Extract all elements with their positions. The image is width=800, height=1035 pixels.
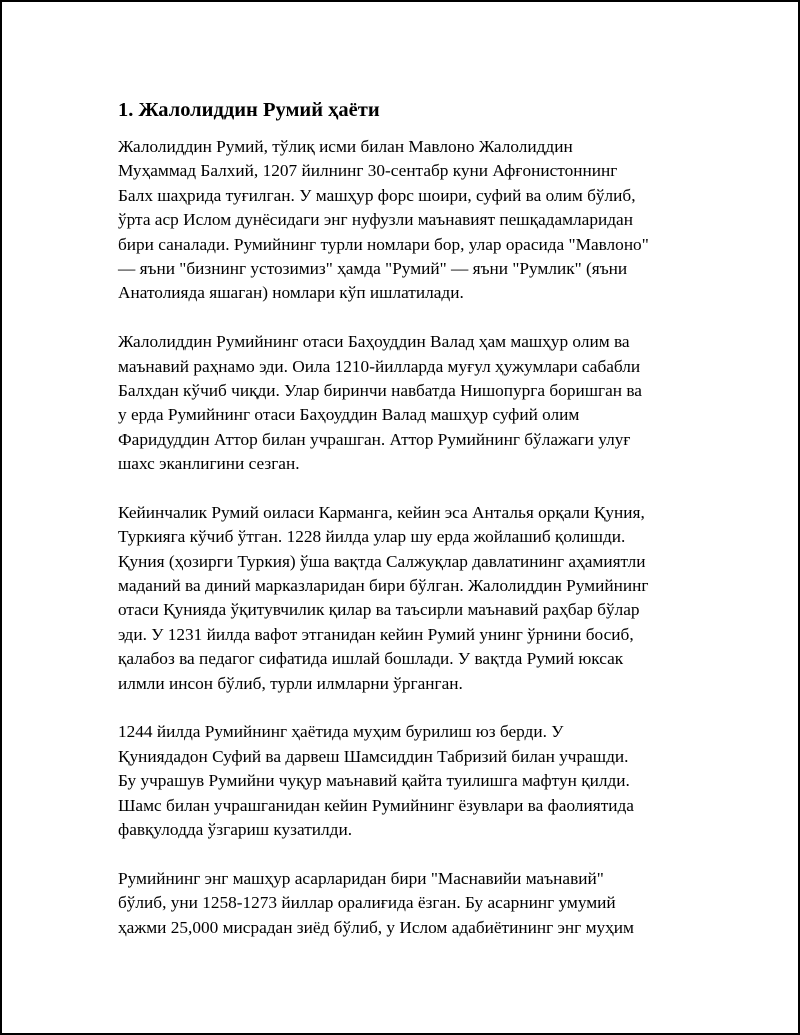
- text-line: Фаридуддин Аттор билан учрашган. Аттор Румийнинг бўлажаги улуғ: [118, 429, 631, 449]
- text-line: Румийнинг энг машҳур асарларидан бири "Маснавийи маънавий": [118, 868, 604, 888]
- text-line: маданий ва диний марказларидан бири бўлган. Жалолиддин Румийнинг: [118, 576, 649, 596]
- paragraph-2: [118, 330, 708, 476]
- text-line: у ерда Румийнинг отаси Баҳоуддин Валад машҳур суфий олим: [118, 405, 580, 425]
- text-line: бўлиб, уни 1258-1273 йиллар оралиғида ёзган. Бу асарнинг умумий: [118, 893, 616, 913]
- text-line: илмли инсон бўлиб, турли илмларни ўрганган.: [118, 673, 463, 693]
- text-line: маънавий раҳнамо эди. Оила 1210-йилларда муғул ҳужумлари сабабли: [118, 356, 641, 376]
- text-line: шахс эканлигини сезган.: [118, 454, 300, 474]
- text-line: ҳажми 25,000 мисрадан зиёд бўлиб, у Ислом адабиётининг энг муҳим: [118, 917, 634, 937]
- text-line: 1244 йилда Румийнинг ҳаётида муҳим бурилиш юз берди. У: [118, 722, 564, 742]
- text-line: Туркияга кўчиб ўтган. 1228 йилда улар шу ерда жойлашиб қолишди.: [118, 527, 626, 547]
- text-line: фавқулодда ўзгариш кузатилди.: [118, 819, 353, 839]
- text-line: отаси Қунияда ўқитувчилик қилар ва таъсирли маънавий раҳбар бўлар: [118, 600, 640, 620]
- document-content: [118, 98, 708, 940]
- text-line: Шамс билан учрашганидан кейин Румийнинг ёзувлари ва фаолиятида: [118, 795, 634, 815]
- paragraph-4: [118, 720, 708, 842]
- text-line: бири саналади. Румийнинг турли номлари бор, улар орасида "Мавлоно": [118, 234, 649, 254]
- text-line: Қуния (ҳозирги Туркия) ўша вақтда Салжуқлар давлатининг аҳамиятли: [118, 551, 646, 571]
- paragraph-5: [118, 867, 708, 940]
- text-line: Балхдан кўчиб чиқди. Улар биринчи навбатда Нишопурга боришган ва: [118, 380, 642, 400]
- text-line: Қуниядадон Суфий ва дарвеш Шамсиддин Табризий билан учрашди.: [118, 746, 629, 766]
- text-line: — яъни "бизнинг устозимиз" ҳамда "Румий" — яъни "Румлик" (яъни: [118, 258, 628, 278]
- text-line: Жалолиддин Румийнинг отаси Баҳоуддин Валад ҳам машҳур олим ва: [118, 332, 630, 352]
- text-line: эди. У 1231 йилда вафот этганидан кейин Румий унинг ўрнини босиб,: [118, 624, 634, 644]
- text-line: қалабоз ва педагог сифатида ишлай бошлади. У вақтда Румий юксак: [118, 649, 624, 669]
- paragraph-3: [118, 501, 708, 696]
- paragraph-1: [118, 135, 708, 306]
- text-line: Кейинчалик Румий оиласи Карманга, кейин эса Анталья орқали Қуния,: [118, 502, 645, 522]
- text-line: Балх шаҳрида туғилган. У машҳур форс шоири, суфий ва олим бўлиб,: [118, 185, 636, 205]
- text-line: Анатолияда яшаган) номлари кўп ишлатилади.: [118, 283, 464, 303]
- text-line: Муҳаммад Балхий, 1207 йилнинг 30-сентабр куни Афғонистоннинг: [118, 161, 618, 181]
- text-line: Бу учрашув Румийни чуқур маънавий қайта туилишга мафтун қилди.: [118, 771, 630, 791]
- text-line: Жалолиддин Румий, тўлиқ исми билан Мавлоно Жалолиддин: [118, 137, 573, 156]
- section-title: 1. Жалолиддин Румий ҳаёти: [118, 99, 380, 121]
- text-line: ўрта аср Ислом дунёсидаги энг нуфузли маънавият пешқадамларидан: [118, 210, 633, 230]
